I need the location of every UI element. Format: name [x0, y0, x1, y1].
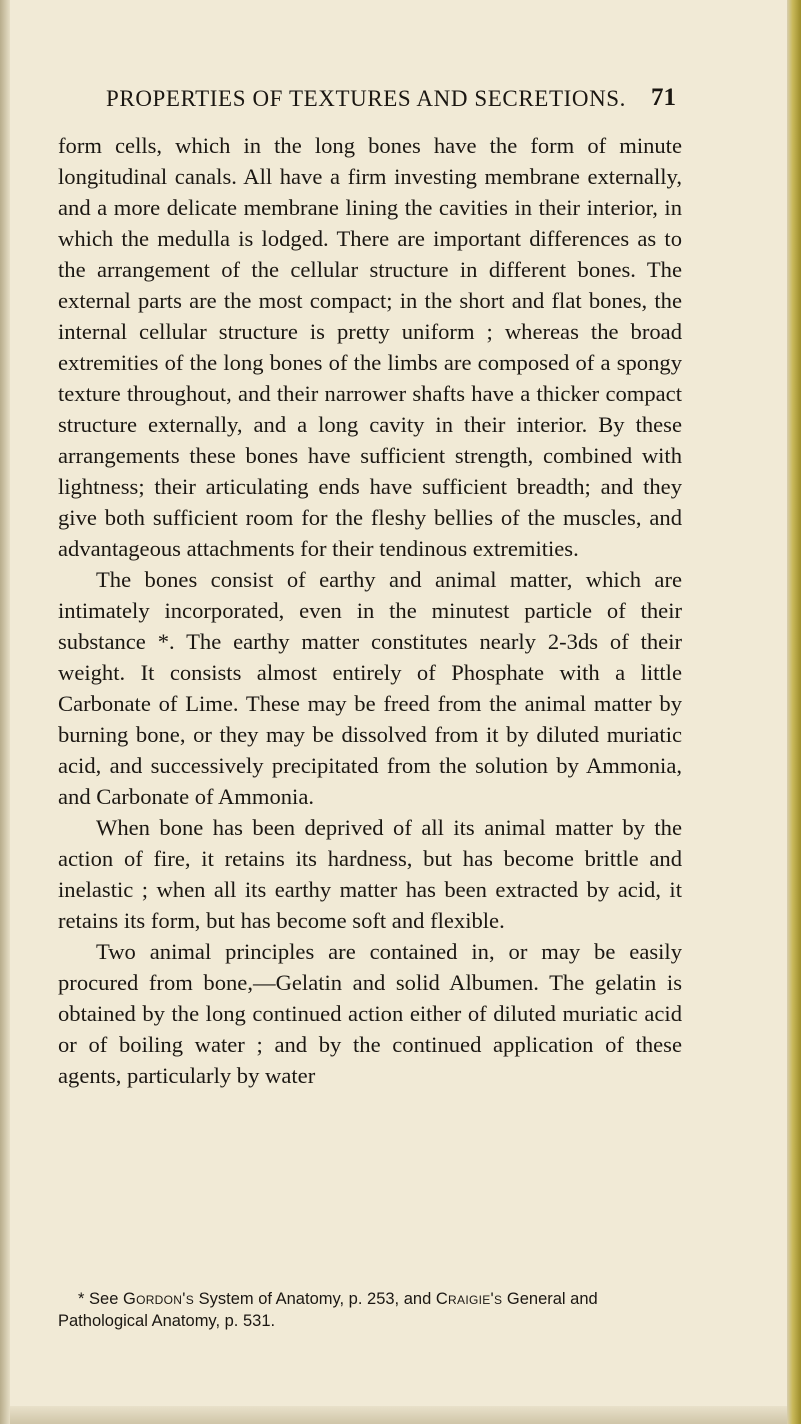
footnote-marker: * [78, 1290, 85, 1308]
footnote-author-gordon: Gordon's [122, 1290, 195, 1308]
footnote-author-craigie: Craigie's [435, 1290, 503, 1308]
main-text [58, 130, 682, 1091]
running-title: PROPERTIES OF TEXTURES AND SECRETIONS. [106, 86, 627, 111]
page-header [106, 84, 676, 118]
footnote-text-3: General and Pathological Anatomy, p. 531. [58, 1290, 598, 1330]
page-right-edge [787, 0, 801, 1424]
page-number: 71 [651, 84, 676, 111]
page-left-edge [0, 0, 10, 1424]
paragraph-4: Two animal principles are contained in, or may be easily procured from bone,—Gelatin and solid Albumen. The gelatin is obtained by the long continued action either of diluted muriatic acid or of boiling water ; and by the continued application of these agents, particularly by water [58, 939, 682, 1088]
footnote-text-1: See [84, 1290, 123, 1308]
paragraph-2: The bones consist of earthy and animal matter, which are intimately incorporated, even in the minutest particle of their substance *. The earthy matter constitutes nearly 2-3ds of their weight. It consists almost entirely of Phosphate with a little Carbonate of Lime. These may be freed from the animal matter by burning bone, or they may be dissolved from it by diluted muriatic acid, and successively precipitated from the solution by Ammonia, and Carbonate of Ammonia. [58, 567, 682, 809]
page-bottom-edge [10, 1406, 787, 1424]
footnote [58, 1288, 682, 1332]
paragraph-1: form cells, which in the long bones have the form of minute longitudinal canals. All have a firm investing membrane externally, and a more delicate membrane lining the cavities in their interior, in which the medulla is lodged. There are important differences as to the arrangement of the cellular structure in different bones. The external parts are the most compact; in the short and flat bones, the internal cellular structure is pretty uniform ; whereas the broad extremities of the long bones of the limbs are composed of a spongy texture throughout, and their narrower shafts have a thicker compact structure externally, and a long cavity in their interior. By these arrangements these bones have sufficient strength, combined with lightness; their articulating ends have sufficient breadth; and they give both sufficient room for the fleshy bellies of the muscles, and advantageous attachments for their tendinous extremities. [58, 133, 682, 561]
paragraph-3: When bone has been deprived of all its animal matter by the action of fire, it retains its hardness, but has become brittle and inelastic ; when all its earthy matter has been extracted by acid, it retains its form, but has become soft and flexible. [58, 815, 682, 933]
footnote-text-2: System of Anatomy, p. 253, and [194, 1290, 436, 1308]
